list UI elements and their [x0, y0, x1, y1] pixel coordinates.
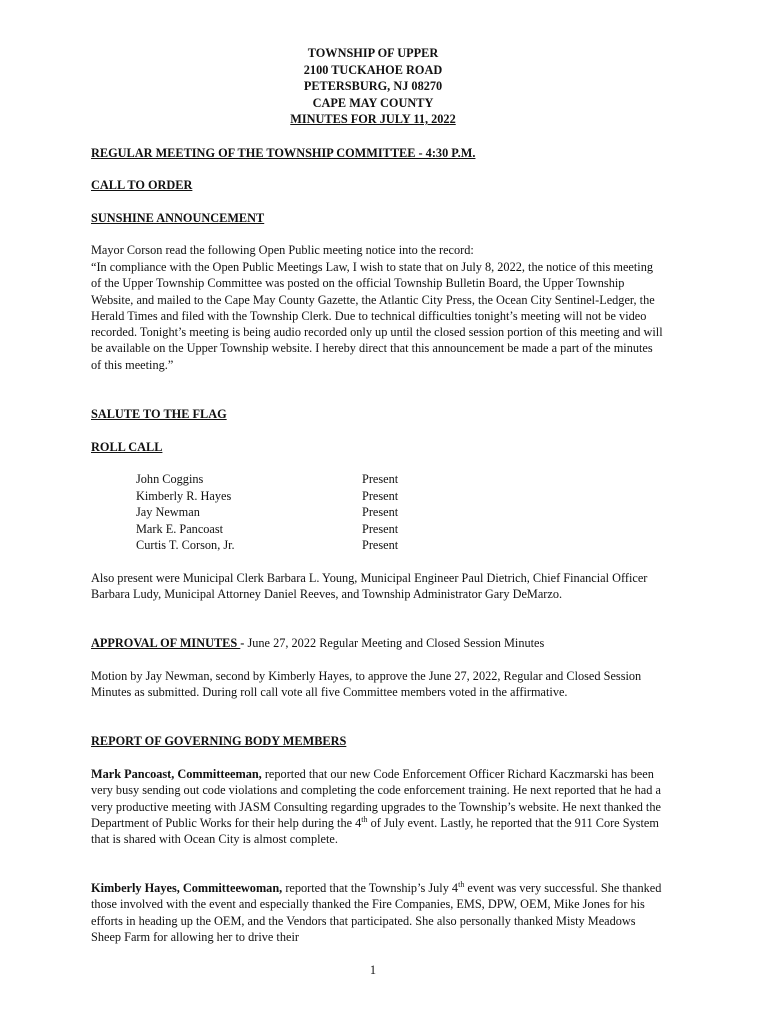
heading-call-to-order: CALL TO ORDER — [91, 178, 193, 192]
header-city: PETERSBURG, NJ 08270 — [303, 79, 443, 93]
header-minutes-date: MINUTES FOR JULY 11, 2022 — [290, 112, 456, 126]
member-name: Mark E. Pancoast — [136, 522, 224, 536]
member-status: Present — [362, 522, 399, 536]
sunshine-quote: “In compliance with the Open Public Meetings Law, I wish to state that on July 8, 2022, the notice of this meeting of the Upper Township Committee was posted on the official Township Bulletin Board, the Upper Township Website, and mailed to the Cape May County Gazette, the Atlantic City Press, the Ocean City Sentinel-Ledger, the Herald Times and filed with the Township Clerk. Due to technical difficulties tonight’s meeting will not be video recorded. Tonight’s meeting is being audio recorded only up until the closed session portion of this meeting and will be available on the Upper Township website. I hereby direct that this announcement be made a part of the minutes of this meeting.” — [91, 260, 663, 372]
heading-salute: SALUTE TO THE FLAG — [91, 407, 227, 421]
heading-regular-meeting: REGULAR MEETING OF THE TOWNSHIP COMMITTEE - 4:30 P.M. — [91, 146, 476, 160]
heading-sunshine: SUNSHINE ANNOUNCEMENT — [91, 211, 265, 225]
page-number: 1 — [369, 963, 377, 977]
header-county: CAPE MAY COUNTY — [312, 96, 434, 110]
member-status: Present — [362, 538, 399, 552]
heading-roll-call: ROLL CALL — [91, 440, 163, 454]
approval-line — [91, 635, 663, 651]
header-township: TOWNSHIP OF UPPER — [307, 46, 439, 60]
approval-motion: Motion by Jay Newman, second by Kimberly Hayes, to approve the June 27, 2022, Regular and Closed Session Minutes as submitted. During roll call vote all five Committee members voted in the affirmative. — [91, 669, 642, 700]
member-name: Kimberly R. Hayes — [136, 489, 232, 503]
report-pancoast-name: Mark Pancoast, Committeeman, — [91, 767, 262, 781]
member-name: Jay Newman — [136, 505, 200, 519]
member-status: Present — [362, 489, 399, 503]
heading-approval: APPROVAL OF MINUTES — [91, 636, 241, 650]
member-status: Present — [362, 472, 399, 486]
approval-dash: - — [240, 636, 248, 650]
member-name: Curtis T. Corson, Jr. — [136, 538, 235, 552]
heading-report: REPORT OF GOVERNING BODY MEMBERS — [91, 734, 347, 748]
approval-subject: June 27, 2022 Regular Meeting and Closed Session Minutes — [247, 636, 545, 650]
report-hayes: Kimberly Hayes, Committeewoman, reported that the Township’s July 4th event was very successful. She thanked those involved with the event and especially thanked the Fire Companies, EMS, DPW, OEM, Mike Jones for his efforts in heading up the OEM, and the Vendors that participated. She also personally thanked Misty Meadows Sheep Farm for allowing her to drive their — [91, 879, 662, 944]
report-pancoast: Mark Pancoast, Committeeman, reported that our new Code Enforcement Officer Richard Kaczmarski has been very busy sending out code violations and completing the code enforcement training. He next reported that he had a very productive meeting with JASM Consulting regarding upgrades to the Township’s website. He next thanked the Department of Public Works for their help during the 4th of July event. Lastly, he reported that the 911 Core System that is shared with Ocean City is almost complete. — [91, 767, 661, 847]
member-name: John Coggins — [136, 472, 204, 486]
member-status: Present — [362, 505, 399, 519]
report-hayes-name: Kimberly Hayes, Committeewoman, — [91, 881, 283, 895]
also-present-paragraph: Also present were Municipal Clerk Barbara L. Young, Municipal Engineer Paul Dietrich, Chief Financial Officer Barbara Ludy, Municipal Attorney Daniel Reeves, and Township Administrator Gary DeMarzo. — [91, 571, 648, 602]
sunshine-intro: Mayor Corson read the following Open Public meeting notice into the record: — [91, 243, 474, 257]
header-address: 2100 TUCKAHOE ROAD — [303, 63, 443, 77]
